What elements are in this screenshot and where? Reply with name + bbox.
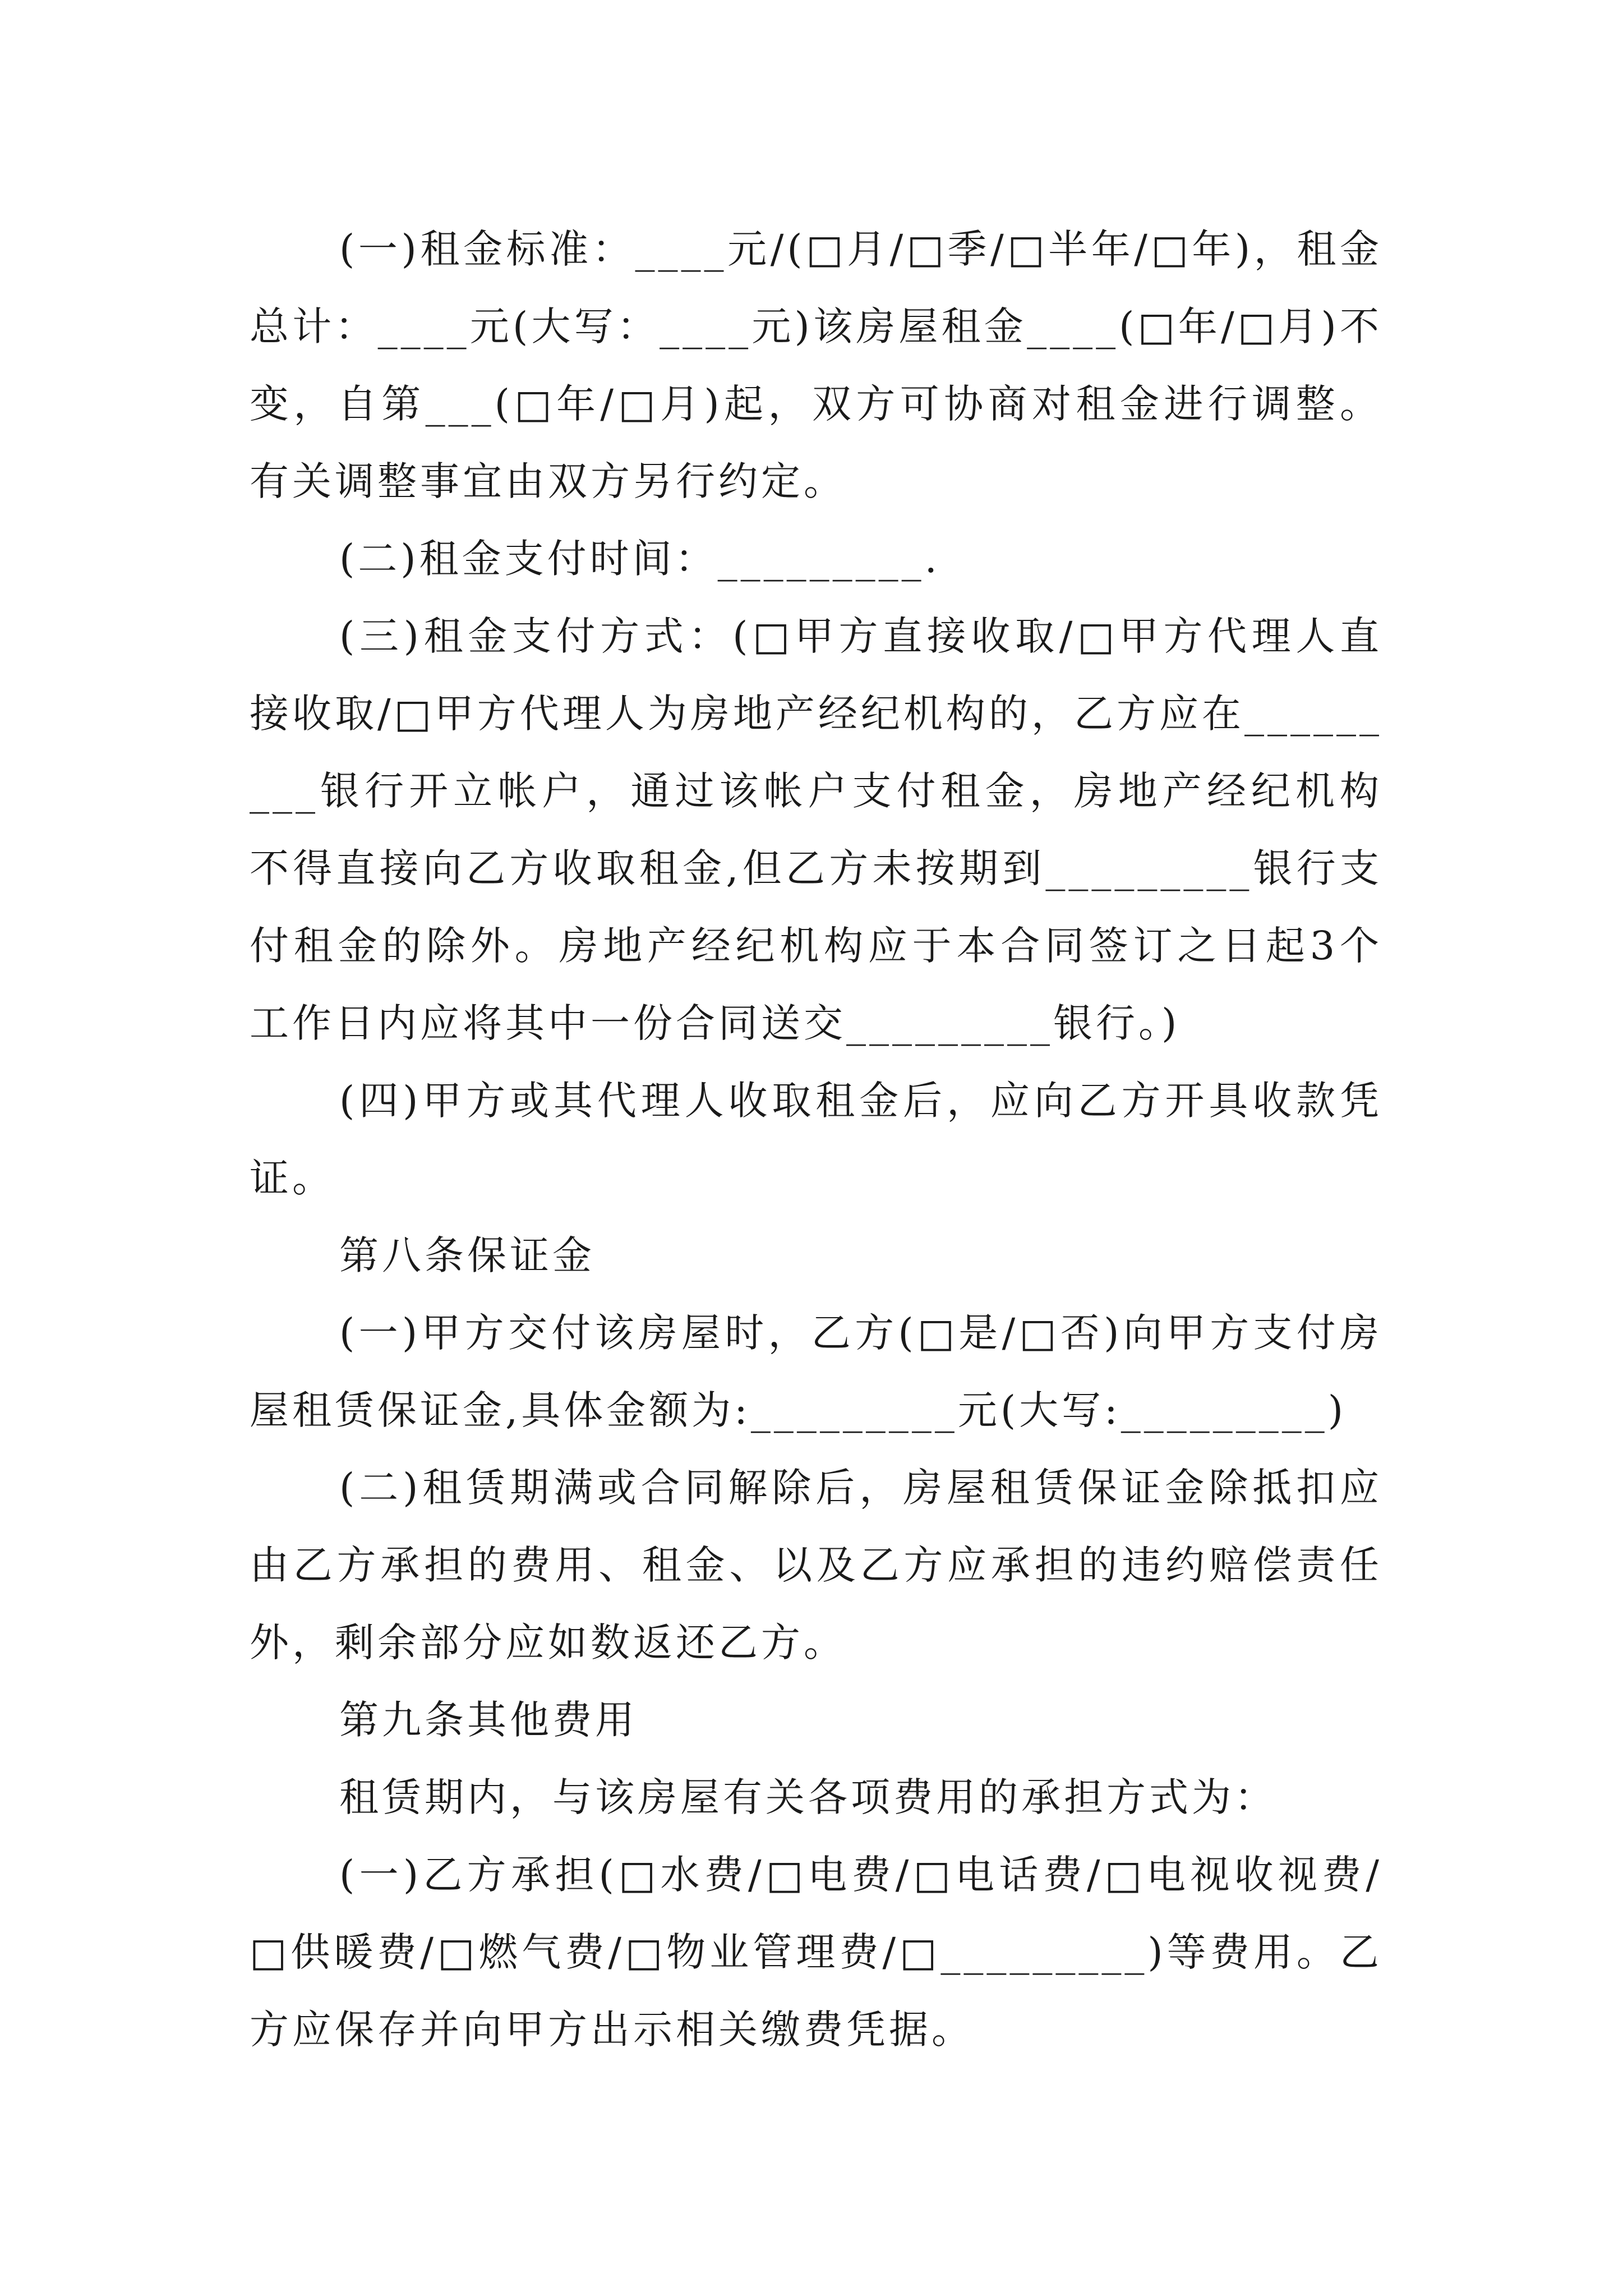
other-fees-intro-paragraph: 租赁期内，与该房屋有关各项费用的承担方式为：: [339, 1774, 1277, 1820]
rent-payment-time-paragraph: (二)租金支付时间：_________.: [339, 536, 940, 582]
article-8-heading: 第八条保证金: [339, 1232, 595, 1278]
receipt-paragraph: (四)甲方或其代理人收取租金后，应向乙方开具收款凭证。: [250, 1078, 1382, 1201]
article-9-heading: 第九条其他费用: [339, 1697, 638, 1743]
deposit-amount-paragraph: (一)甲方交付该房屋时，乙方(□是/□否)向甲方支付房屋租赁保证金,具体金额为:_________元(大写:_________): [250, 1310, 1382, 1433]
deposit-refund-paragraph: (二)租赁期满或合同解除后，房屋租赁保证金除抵扣应由乙方承担的费用、租金、以及乙方应承担的违约赔偿责任外，剩余部分应如数返还乙方。: [250, 1465, 1382, 1665]
tenant-fees-paragraph: (一)乙方承担(□水费/□电费/□电话费/□电视收视费/□供暖费/□燃气费/□物业管理费/□_________)等费用。乙方应保存并向甲方出示相关缴费凭据。: [250, 1852, 1382, 2053]
rent-standard-paragraph: (一)租金标准：____元/(□月/□季/□半年/□年)，租金总计：____元(大写：____元)该房屋租金____(□年/□月)不变，自第___(□年/□月)起，双方可协商对租金进行调整。有关调整事宜由双方另行约定。: [250, 226, 1382, 504]
rent-payment-method-paragraph: (三)租金支付方式：(□甲方直接收取/□甲方代理人直接收取/□甲方代理人为房地产经纪机构的，乙方应在_________银行开立帐户，通过该帐户支付租金，房地产经纪机构不得直接向乙方收取租金,但乙方未按期到_________银行支付租金的除外。房地产经纪机构应于本合同签订之日起3个工作日内应将其中一份合同送交_________银行。): [250, 613, 1382, 1046]
document-body: [250, 210, 1382, 2068]
